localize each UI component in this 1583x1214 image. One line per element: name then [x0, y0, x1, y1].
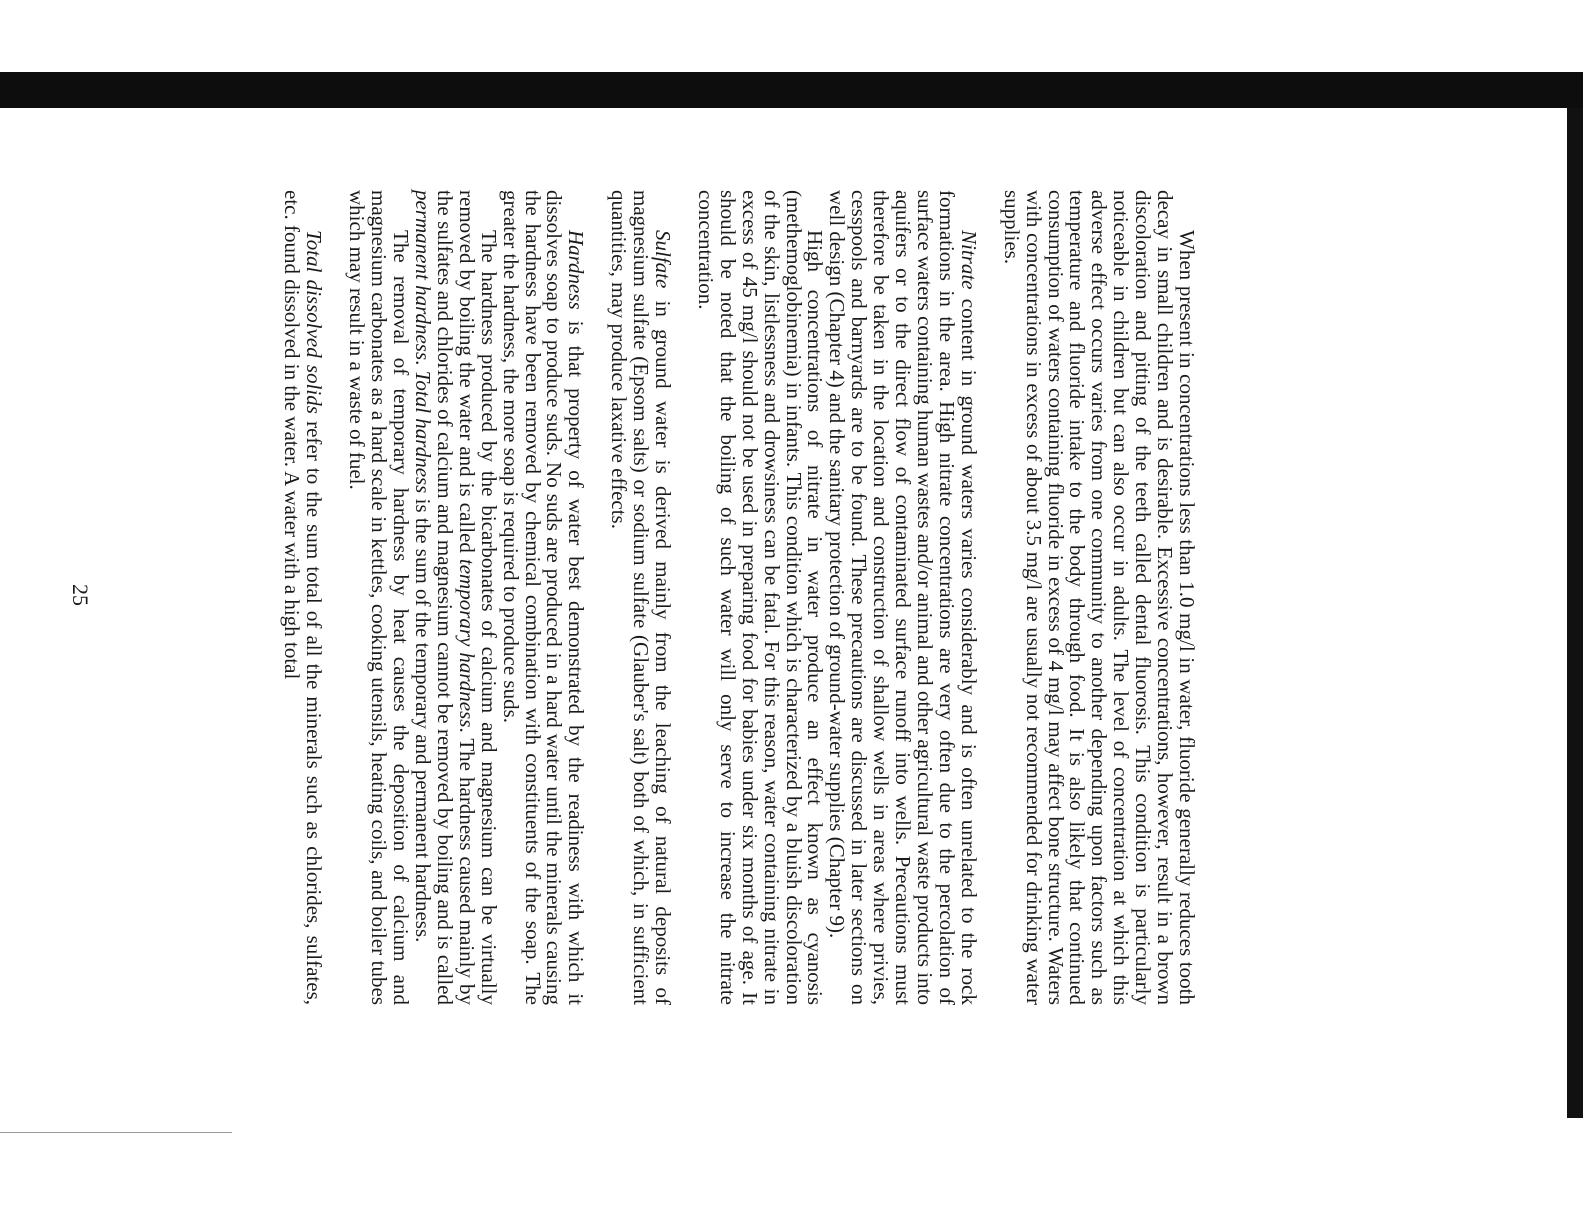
paragraph-lead: Sulfate: [651, 230, 676, 289]
paragraph-text: content in ground waters varies considerably and is often unrelated to the rock formations in the area. High nitrate concentrations are very often due to the percolation of surface waters containing human wastes and/or animal and other agricultural waste products into aquifers or to the direct flow of contaminated surface runoff into wells. Precautions must therefore be taken in the location and construction of shallow wells in areas where privies, cesspools and barnyards are to be found. These precautions are discussed in later sections on well design (Chapter 4) and the sanitary protection of ground-water supplies (Chapter 9).: [825, 190, 981, 1005]
paragraph-sulfate: [607, 190, 676, 1005]
term-total-hardness: Total hardness: [411, 370, 435, 494]
paragraph-text: High concentrations of nitrate in water produce an effect known as cyanosis (methemoglobinemia) in infants. This condition which is characterized by a bluish discoloration of the skin, listlessness and drowsiness can be fatal. For this reason, water containing nitrate in excess of 45 mg/l should not be used in preparing food for babies under six months of age. It should be noted that the boiling of such water will only serve to increase the nitrate concentration.: [693, 190, 828, 1005]
paragraph-hardness-3: [345, 190, 414, 1005]
paragraph-tds: [281, 190, 325, 1005]
paragraph-text: The removal of temporary hardness by heat causes the deposition of calcium and magnesium carbonates as a hard scale in kettles, cooking utensils, heating coils, and boiler tubes which may result in a waste of fuel.: [345, 190, 414, 1005]
paragraph-lead: Total dissolved solids: [302, 230, 327, 414]
paragraph-lead: Hardness: [564, 230, 589, 310]
paragraph-fluoride: [1000, 190, 1197, 1005]
paragraph-text: .: [411, 360, 435, 371]
page-number: 25: [68, 584, 93, 606]
term-permanent-hardness: permanent hardness: [411, 190, 435, 361]
paragraph-text: in ground water is derived mainly from the leaching of natural deposits of magnesium sulfate (Epsom salts) or sodium sulfate (Glauber's salt) both of which, in sufficient quantities, may produce laxative effects.: [607, 190, 676, 1005]
paragraph-lead: Nitrate: [956, 230, 981, 290]
paragraph-text: refer to the sum total of all the minerals such as chlorides, sulfates, etc. found dissolved in the water. A water with a high total: [280, 190, 327, 1005]
paragraph-text: When present in concentrations less than 1.0 mg/l in water, fluoride generally reduces tooth decay in small children and is desirable. Excessive concentrations, however, result in a brown discoloration and pitting of the teeth called dental fluorosis. This condition is particularly noticeable in children but can also occur in adults. The level of concentration at which this adverse effect occurs varies from one community to another depending upon factors such as temperature and fluoride intake to the body through food. It is also likely that continued consumption of waters containing fluoride in excess of 4 mg/l may affect bone structure. Waters with concentrations in excess of about 3.5 mg/l are usually not recommended for drinking water supplies.: [999, 190, 1199, 1005]
paragraph-text: The hardness produced by the bicarbonates of calcium and magnesium can be virtually removed by boiling the water and is called: [454, 190, 501, 1005]
body-text: [167, 190, 1197, 1005]
paragraph-hardness-2: [411, 190, 499, 1005]
paragraph-nitrate-2: [693, 190, 828, 1005]
paragraph-hardness: [499, 190, 587, 1005]
paragraph-text: is that property of water best demonstrated by the readiness with which it dissolves soap to produce suds. No suds are produced in a hard water until the minerals causing the hardness have been removed by chemical combination with constituents of the soap. The greater the hardness, the more soap is required to produce suds.: [498, 190, 589, 1005]
paragraph-text: is the sum of the temporary and permanent hardness.: [411, 493, 435, 943]
term-temporary-hardness: temporary hardness: [454, 558, 479, 728]
paragraph-nitrate: [826, 190, 979, 1005]
paragraph-text: . The hardness caused mainly by the sulfates and chlorides of calcium and magnesium cannot be removed by boiling and is called: [432, 190, 479, 1005]
